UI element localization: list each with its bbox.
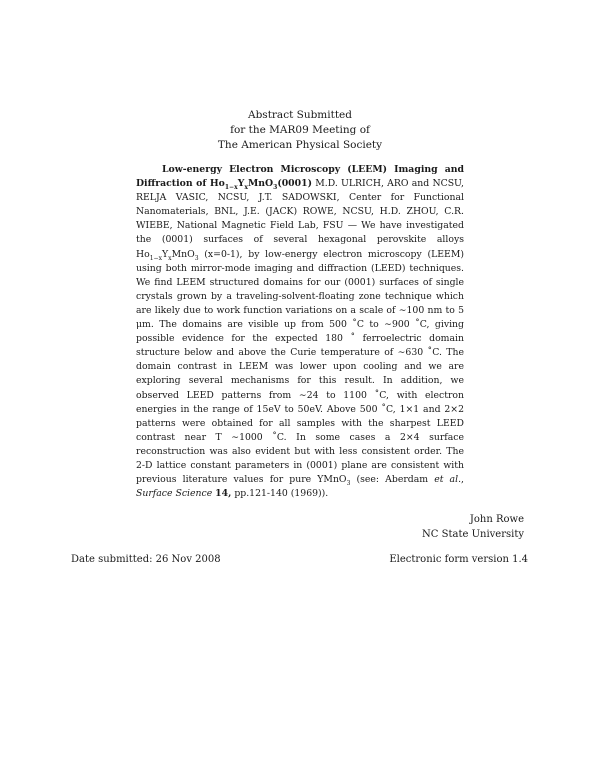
signature-name: John Rowe xyxy=(469,514,524,525)
title-subscript-3: 3 xyxy=(273,183,278,191)
body-subscript-2: x xyxy=(168,254,172,262)
form-version: Electronic form version 1.4 xyxy=(389,554,528,565)
abstract-body-2: Y xyxy=(162,248,169,260)
title-text-2: Y xyxy=(237,178,245,190)
title-text-3: MnO xyxy=(247,178,274,190)
citation-volume: 14, xyxy=(215,488,232,500)
abstract-authors: M.D. ULRICH, ARO and NCSU, RELJA VASIC, NCSU, J.T. SADOWSKI, Center for Functional Nanomaterials, BNL, J.E. (JACK) ROWE, NCSU, H.D. ZHOU, C.R. WIEBE, National Magnetic Field Lab, FSU xyxy=(136,178,464,232)
abstract-body-3: MnO xyxy=(171,248,195,260)
abstract-body-5: (see: Aberdam xyxy=(350,474,435,486)
signature-block xyxy=(422,513,524,542)
title-subscript-1: 1−x xyxy=(224,183,238,191)
signature-affiliation: NC State University xyxy=(422,528,524,540)
abstract-body-8: pp.121-140 (1969)). xyxy=(231,488,329,500)
body-subscript-1: 1−x xyxy=(149,254,163,262)
title-text-1: Low-energy Electron Microscopy (LEEM) Imaging and Diffraction of Ho xyxy=(136,164,464,190)
header-line-meeting: for the MAR09 Meeting of xyxy=(230,124,370,136)
date-submitted: Date submitted: 26 Nov 2008 xyxy=(71,554,221,565)
body-subscript-3: 3 xyxy=(194,254,199,262)
title-subscript-2: x xyxy=(244,183,248,191)
citation-et-al: et al. xyxy=(434,474,462,486)
header-line-society: The American Physical Society xyxy=(217,139,383,151)
header-line-abstract-submitted: Abstract Submitted xyxy=(248,109,352,121)
citation-journal: Surface Science xyxy=(136,488,213,500)
submission-header xyxy=(0,108,600,153)
abstract-body-1: — We have investigated the (0001) surfaces of several hexagonal perovskite alloys Ho xyxy=(136,220,464,260)
abstract-body-6: , xyxy=(461,474,464,486)
abstract-body-4: (x=0-1), by low-energy electron microscopy (LEEM) using both mirror-mode imaging and diffraction (LEED) techniques. We find LEEM structured domains for our (0001) surfaces of single crystals grown by a traveling-solvent-floating zone technique which are likely due to work function variations on a scale of ∼100 nm to 5 μm. The domains are visible up from 500 ˚C to ∼900 ˚C, giving possible evidence for the expected 180 ˚ ferroelectric domain structure below and above the Curie temperature of ∼630 ˚C. The domain contrast in LEEM was lower upon cooling and we are exploring several mechanisms for this result. In addition, we observed LEED patterns from ∼24 to 1100 ˚C, with electron energies in the range of 15eV to 50eV. Above 500 ˚C, 1×1 and 2×2 patterns were obtained for all samples with the sharpest LEED contrast near T ∼1000 ˚C. In some cases a 2×4 surface reconstruction was also evident but with less consistent order. The 2-D lattice constant parameters in (0001) plane are consistent with previous literature values for pure YMnO xyxy=(136,248,464,486)
body-subscript-4: 3 xyxy=(346,479,351,487)
abstract-block xyxy=(136,163,464,501)
title-text-4: (0001) xyxy=(277,178,312,190)
